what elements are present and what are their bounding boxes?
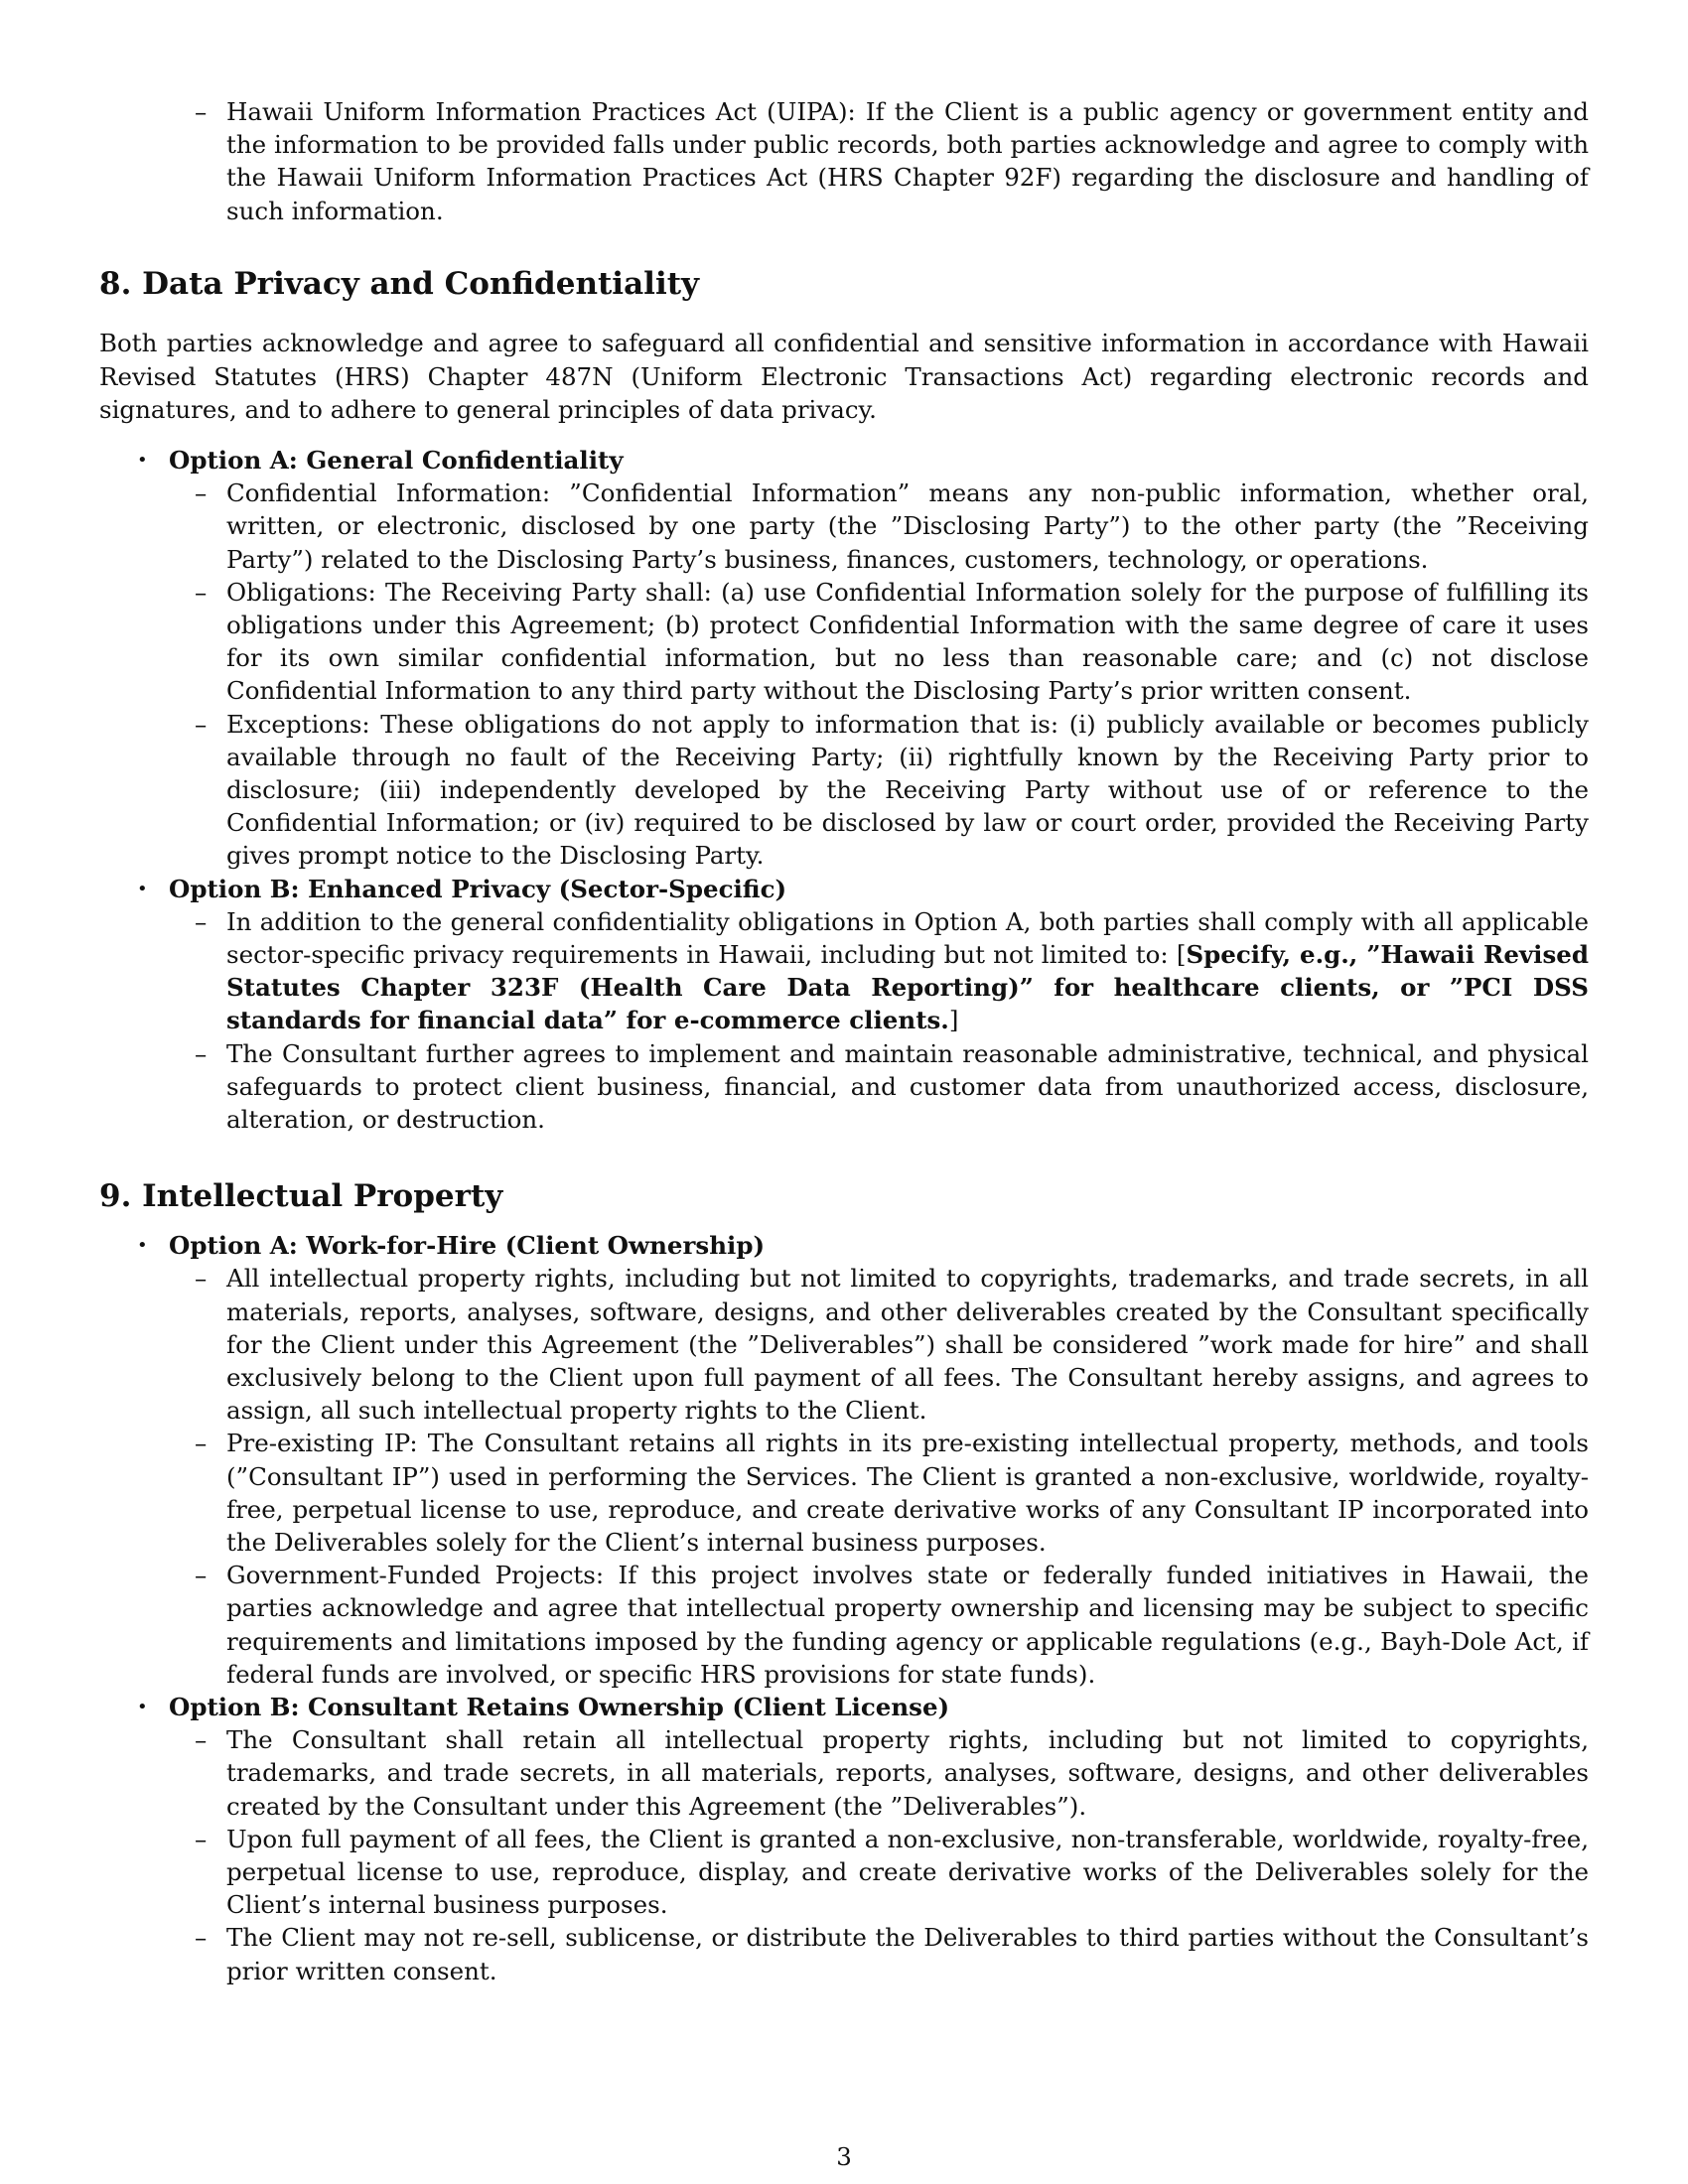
list-item	[99, 905, 1589, 1037]
dash-marker: –	[195, 577, 208, 607]
confidential-information-text: Confidential Information: ”Confidential Information” means any non-public information, whether oral, written, or electronic, disclosed by one party (the ”Disclosing Party”) to the other party (the ”Receiving Party”) related to the Disclosing Party’s business, finances, customers, technology, or operations.	[226, 478, 1589, 574]
list-item	[99, 1559, 1589, 1691]
section-8-heading: 8. Data Privacy and Confidentiality	[99, 265, 700, 302]
section-8-intro: Both parties acknowledge and agree to safeguard all confidential and sensitive information in accordance with Hawaii Revised Statutes (HRS) Chapter 487N (Uniform Electronic Transactions Act) regarding electronic records and signatures, and to adhere to general principles of data privacy.	[99, 329, 1589, 424]
bullet-marker: •	[137, 1697, 148, 1718]
uipa-list	[99, 95, 1589, 227]
sector-placeholder: Specify, e.g., ”Hawaii Revised Statutes Chapter 323F (Health Care Data Reporting)” for healthcare clients, or ”PCI DSS standards for financial data” for e-commerce clients.	[226, 939, 1589, 1035]
option-title: Option B: Enhanced Privacy (Sector-Specific)	[169, 874, 787, 903]
section-9-options	[99, 1229, 1589, 1987]
section-8-options	[99, 444, 1589, 1136]
list-item	[99, 1262, 1589, 1427]
dash-marker: –	[195, 1824, 208, 1853]
option-title: Option B: Consultant Retains Ownership (Client License)	[169, 1693, 950, 1722]
option-a-items	[169, 477, 1589, 872]
dash-marker: –	[195, 1923, 208, 1953]
option-title: Option A: Work-for-Hire (Client Ownership)	[169, 1231, 766, 1261]
dash-marker: –	[195, 1264, 208, 1294]
option-b-items	[169, 905, 1589, 1136]
list-item	[99, 708, 1589, 873]
dash-marker: –	[195, 906, 208, 936]
dash-marker: –	[195, 1725, 208, 1755]
option-title: Option A: General Confidentiality	[169, 445, 624, 475]
dash-marker: –	[195, 1038, 208, 1068]
option-a-items	[169, 1262, 1589, 1691]
safeguards-text: The Consultant further agrees to implement and maintain reasonable administrative, technical, and physical safeguards to protect client business, financial, and customer data from unauthorized access, disclosure, alteration, or destruction.	[226, 1038, 1589, 1134]
bullet-marker: •	[137, 1235, 148, 1257]
retain-ownership-text: The Consultant shall retain all intellectual property rights, including but not limited to copyrights, trademarks, and trade secrets, in all materials, reports, analyses, software, designs, and other deliverables created by the Consultant under this Agreement (the ”Deliverables”).	[226, 1725, 1589, 1821]
bullet-marker: •	[137, 878, 148, 899]
bullet-marker: •	[137, 449, 148, 471]
list-item	[99, 1037, 1589, 1137]
obligations-text: Obligations: The Receiving Party shall: (a) use Confidential Information solely for the purpose of fulfilling its obligations under this Agreement; (b) protect Confidential Information with the same degree of care it uses for its own similar confidential information, but no less than reasonable care; and (c) not disclose Confidential Information to any third party without the Disclosing Party’s prior written consent.	[226, 577, 1589, 706]
option-b-enhanced-privacy	[99, 873, 1589, 1137]
dash-marker: –	[195, 97, 208, 126]
dash-marker: –	[195, 709, 208, 739]
license-grant-text: Upon full payment of all fees, the Client is granted a non-exclusive, non-transferable, worldwide, royalty-free, perpetual license to use, reproduce, display, and create derivative works of the Deliverables solely for the Client’s internal business purposes.	[226, 1824, 1589, 1920]
option-b-consultant-ownership	[99, 1691, 1589, 1987]
work-for-hire-text: All intellectual property rights, including but not limited to copyrights, trademarks, and trade secrets, in all materials, reports, analyses, software, designs, and other deliverables created by the Consultant specifically for the Client under this Agreement (the ”Deliverables”) shall be considered ”work made for hire” and shall exclusively belong to the Client upon full payment of all fees. The Consultant hereby assigns, and agrees to assign, all such intellectual property rights to the Client.	[226, 1264, 1589, 1426]
sector-requirements-text: In addition to the general confidentiality obligations in Option A, both parties shall comply with all applicable sector-specific privacy requirements in Hawaii, including but not limited to: [	[226, 906, 1589, 969]
option-a-confidentiality	[99, 444, 1589, 873]
uipa-text: Hawaii Uniform Information Practices Act (UIPA): If the Client is a public agency or government entity and the information to be provided falls under public records, both parties acknowledge and agree to comply with the Hawaii Uniform Information Practices Act (HRS Chapter 92F) regarding the disclosure and handling of such information.	[226, 97, 1589, 225]
dash-marker: –	[195, 478, 208, 508]
page-number: 3	[836, 2142, 852, 2171]
list-item	[99, 95, 1589, 227]
pre-existing-ip-text: Pre-existing IP: The Consultant retains all rights in its pre-existing intellectual property, methods, and tools (”Consultant IP”) used in performing the Services. The Client is granted a non-exclusive, worldwide, royalty-free, perpetual license to use, reproduce, and create derivative works of any Consultant IP incorporated into the Deliverables solely for the Client’s internal business purposes.	[226, 1429, 1589, 1558]
list-item	[99, 477, 1589, 576]
dash-marker: –	[195, 1561, 208, 1590]
option-a-work-for-hire	[99, 1229, 1589, 1691]
resale-restriction-text: The Client may not re-sell, sublicense, or distribute the Deliverables to third parties without the Consultant’s prior written consent.	[226, 1923, 1589, 1985]
list-item	[99, 576, 1589, 708]
exceptions-text: Exceptions: These obligations do not apply to information that is: (i) publicly available or becomes publicly available through no fault of the Receiving Party; (ii) rightfully known by the Receiving Party prior to disclosure; (iii) independently developed by the Receiving Party without use of or reference to the Confidential Information; or (iv) required to be disclosed by law or court order, provided the Receiving Party gives prompt notice to the Disclosing Party.	[226, 709, 1589, 871]
list-item	[99, 1823, 1589, 1922]
dash-marker: –	[195, 1429, 208, 1458]
government-funded-text: Government-Funded Projects: If this project involves state or federally funded initiatives in Hawaii, the parties acknowledge and agree that intellectual property ownership and licensing may be subject to specific requirements and limitations imposed by the funding agency or applicable regulations (e.g., Bayh-Dole Act, if federal funds are involved, or specific HRS provisions for state funds).	[226, 1561, 1589, 1689]
page-content	[99, 95, 1589, 1987]
list-item	[99, 1427, 1589, 1559]
section-9-heading: 9. Intellectual Property	[99, 1178, 503, 1215]
list-item	[99, 1921, 1589, 1986]
sector-bracket: ]	[948, 1006, 959, 1035]
list-item	[99, 1723, 1589, 1823]
option-b-items	[169, 1723, 1589, 1987]
